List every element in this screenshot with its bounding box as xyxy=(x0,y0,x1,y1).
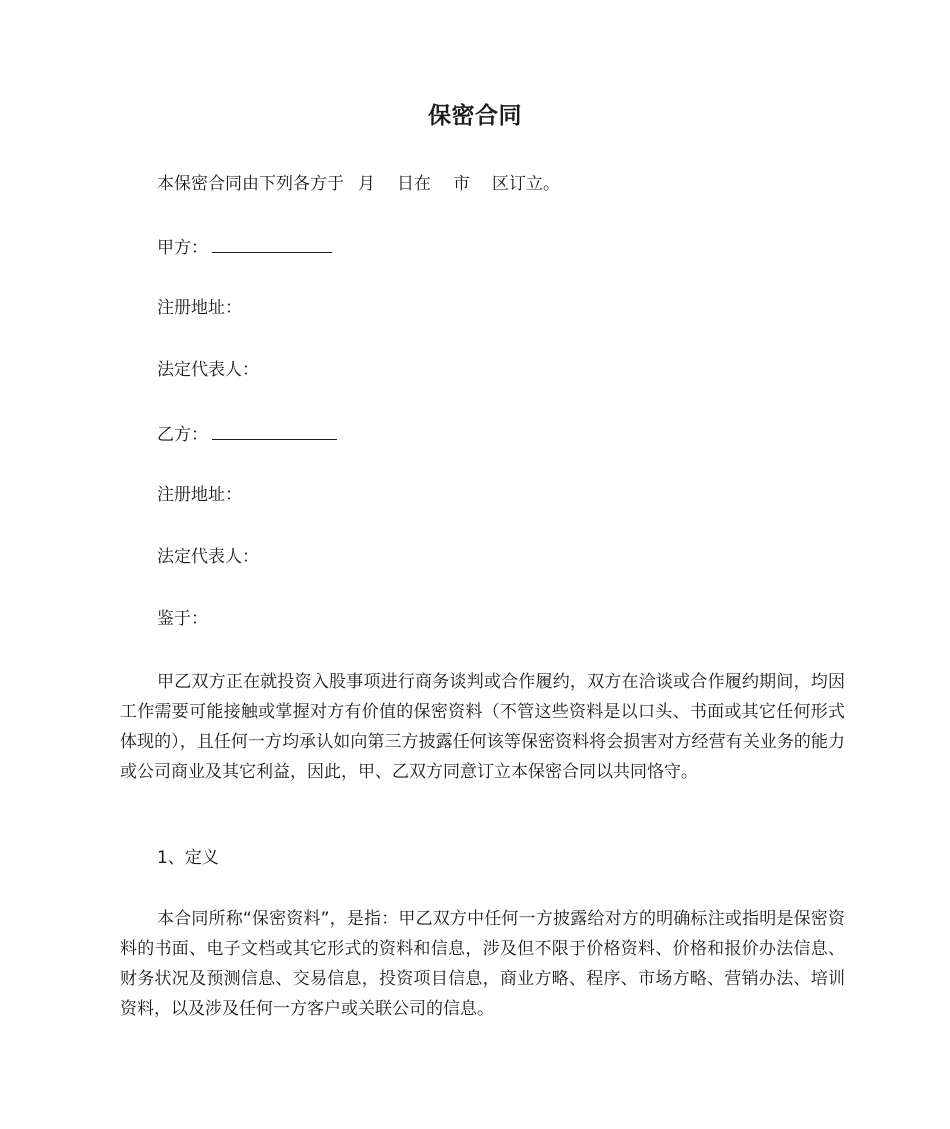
intro-month: 月 xyxy=(358,174,375,194)
party-a-label: 甲方： xyxy=(157,238,208,258)
intro-line xyxy=(157,172,560,196)
party-a-representative: 法定代表人： xyxy=(157,360,259,380)
party-a-address: 注册地址： xyxy=(157,298,242,318)
party-b-line xyxy=(157,421,337,447)
whereas-label: 鉴于： xyxy=(157,609,208,629)
document-title: 保密合同 xyxy=(428,103,522,129)
intro-city: 市 xyxy=(453,174,470,194)
party-b-address: 注册地址： xyxy=(157,485,242,505)
party-a-line xyxy=(157,234,332,260)
intro-day: 日在 xyxy=(397,174,431,194)
whereas-paragraph: 甲乙双方正在就投资入股事项进行商务谈判或合作履约，双方在洽谈或合作履约期间，均因工作需要可能接触或掌握对方有价值的保密资料（不管这些资料是以口头、书面或其它任何形式体现的），且任何一方均承认如向第三方披露任何该等保密资料将会损害对方经营有关业务的能力或公司商业及其它利益，因此，甲、乙双方同意订立本保密合同以共同恪守。 xyxy=(120,672,845,782)
party-b-representative: 法定代表人： xyxy=(157,547,259,567)
section-1-heading: 1、定义 xyxy=(157,848,219,868)
party-b-blank xyxy=(212,421,337,440)
party-b-label: 乙方： xyxy=(157,425,208,445)
party-a-blank xyxy=(212,234,332,253)
intro-prefix: 本保密合同由下列各方于 xyxy=(157,174,344,194)
intro-district: 区订立。 xyxy=(492,174,560,194)
section-1-paragraph: 本合同所称“保密资料”，是指：甲乙双方中任何一方披露给对方的明确标注或指明是保密资料的书面、电子文档或其它形式的资料和信息，涉及但不限于价格资料、价格和报价办法信息、财务状况及预测信息、交易信息，投资项目信息，商业方略、程序、市场方略、营销办法、培训资料，以及涉及任何一方客户或关联公司的信息。 xyxy=(120,909,845,1019)
